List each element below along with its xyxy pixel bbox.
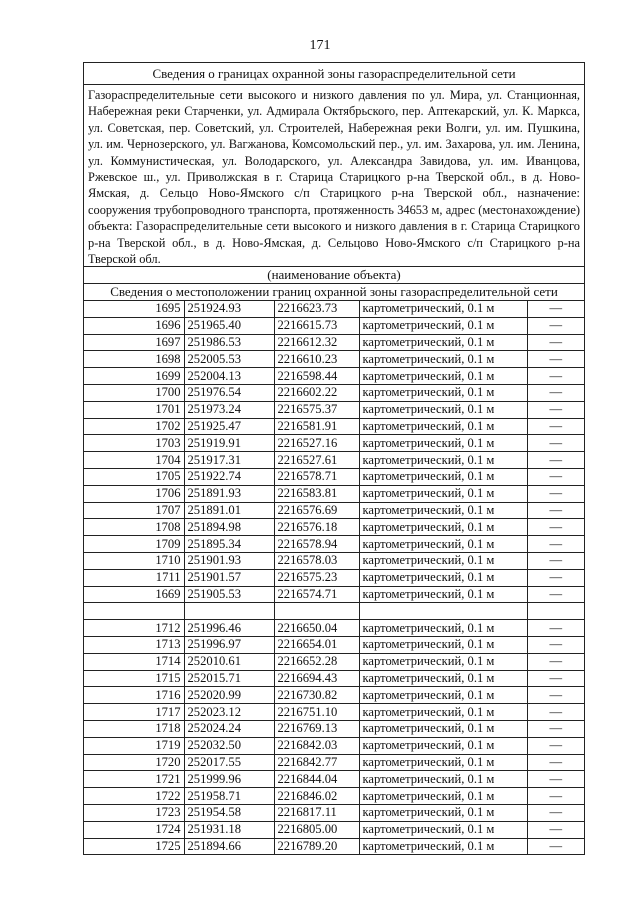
coord-y: 2216610.23: [274, 351, 359, 368]
point-number: 1711: [84, 569, 184, 586]
point-number: 1702: [84, 418, 184, 435]
coord-x: 251986.53: [184, 334, 274, 351]
description-dash: —: [527, 301, 584, 317]
table-row: [84, 737, 584, 754]
table-row: [84, 519, 584, 536]
coord-y: 2216574.71: [274, 586, 359, 603]
method-accuracy: картометрический, 0.1 м: [359, 317, 527, 334]
description-dash: —: [527, 468, 584, 485]
description-dash: —: [527, 485, 584, 502]
table-row: [84, 301, 584, 317]
coord-y: 2216578.03: [274, 552, 359, 569]
coord-y: 2216623.73: [274, 301, 359, 317]
table-row: [84, 720, 584, 737]
coord-x: 251894.98: [184, 519, 274, 536]
method-accuracy: картометрический, 0.1 м: [359, 401, 527, 418]
coord-x: 251905.53: [184, 586, 274, 603]
point-number: 1719: [84, 737, 184, 754]
method-accuracy: картометрический, 0.1 м: [359, 771, 527, 788]
coord-y: 2216844.04: [274, 771, 359, 788]
coord-y: 2216583.81: [274, 485, 359, 502]
method-accuracy: картометрический, 0.1 м: [359, 384, 527, 401]
coord-y: 2216575.37: [274, 401, 359, 418]
table-title: Сведения о границах охранной зоны газораспределительной сети: [84, 63, 584, 85]
coord-y: 2216652.28: [274, 653, 359, 670]
table-row: [84, 821, 584, 838]
method-accuracy: картометрический, 0.1 м: [359, 687, 527, 704]
coord-x: 252024.24: [184, 720, 274, 737]
description-dash: —: [527, 687, 584, 704]
coord-y: 2216817.11: [274, 804, 359, 821]
description-dash: —: [527, 670, 584, 687]
method-accuracy: картометрический, 0.1 м: [359, 552, 527, 569]
coord-y: 2216527.61: [274, 452, 359, 469]
coord-x: 251901.57: [184, 569, 274, 586]
point-number: 1700: [84, 384, 184, 401]
method-accuracy: картометрический, 0.1 м: [359, 788, 527, 805]
coord-y: 2216842.77: [274, 754, 359, 771]
table-row: [84, 653, 584, 670]
description-dash: —: [527, 771, 584, 788]
point-number: 1695: [84, 301, 184, 317]
page-number: 171: [309, 38, 331, 53]
object-description: Газораспределительные сети высокого и низкого давления по ул. Мира, ул. Станционная, Набережная реки Старченки, ул. Адмирала Октябрьского, пер. Аптекарский, ул. К. Маркса, ул. Советская, пер. Советский, ул. Строителей, Набережная реки Волги, ул. им. Пушкина, ул. им. Чернозерского, ул. Вагжанова, Комсомольский пер., ул. им. Захарова, ул. им. Ленина, ул. Коммунистическая, ул. Володарского, ул. Александра Завидова, ул. им. Иванцова, Ржевское ш., ул. Приволжская в г. Старица Старицкого р-на Тверской обл., в д. Ново-Ямская, д. Сельцо Ново-Ямского с/п Старицкого р-на Тверской обл., назначение: сооружения трубопроводного транспорта, протяженность 34653 м, адрес (местонахождение) объекта: Газораспределительные сети высокого и низкого давления в г. Старица Старицкого р-на Тверской обл., в д. Ново-Ямская, д. Сельцово Ново-Ямского с/п Старицкого р-на Тверской обл.: [84, 85, 584, 267]
coord-y: 2216598.44: [274, 368, 359, 385]
method-accuracy: картометрический, 0.1 м: [359, 485, 527, 502]
point-number: 1716: [84, 687, 184, 704]
method-accuracy: картометрический, 0.1 м: [359, 418, 527, 435]
coord-x: 251922.74: [184, 468, 274, 485]
coord-y: 2216694.43: [274, 670, 359, 687]
coord-x: 251901.93: [184, 552, 274, 569]
table-row: [84, 502, 584, 519]
point-number: 1710: [84, 552, 184, 569]
point-number: 1704: [84, 452, 184, 469]
coord-y: 2216769.13: [274, 720, 359, 737]
point-number: 1706: [84, 485, 184, 502]
coord-y: 2216615.73: [274, 317, 359, 334]
description-dash: —: [527, 620, 584, 637]
description-dash: —: [527, 502, 584, 519]
point-number: 1705: [84, 468, 184, 485]
point-number: 1707: [84, 502, 184, 519]
point-number: 1697: [84, 334, 184, 351]
method-accuracy: картометрический, 0.1 м: [359, 804, 527, 821]
table-row: [84, 334, 584, 351]
coord-y: 2216846.02: [274, 788, 359, 805]
coord-x: 251954.58: [184, 804, 274, 821]
coord-x: 251891.01: [184, 502, 274, 519]
coord-y: 2216805.00: [274, 821, 359, 838]
coord-x: 251925.47: [184, 418, 274, 435]
point-number: 1669: [84, 586, 184, 603]
coord-x: 251895.34: [184, 536, 274, 553]
description-dash: [527, 603, 584, 620]
point-number: 1712: [84, 620, 184, 637]
method-accuracy: картометрический, 0.1 м: [359, 569, 527, 586]
method-accuracy: картометрический, 0.1 м: [359, 636, 527, 653]
table-row: [84, 804, 584, 821]
method-accuracy: картометрический, 0.1 м: [359, 821, 527, 838]
coord-x: [184, 603, 274, 620]
coord-y: 2216581.91: [274, 418, 359, 435]
coord-y: 2216576.18: [274, 519, 359, 536]
coord-y: 2216578.94: [274, 536, 359, 553]
coord-x: 251891.93: [184, 485, 274, 502]
table-row: [84, 636, 584, 653]
description-dash: —: [527, 586, 584, 603]
coord-y: 2216578.71: [274, 468, 359, 485]
point-number: 1696: [84, 317, 184, 334]
description-dash: —: [527, 418, 584, 435]
coord-y: [274, 603, 359, 620]
method-accuracy: картометрический, 0.1 м: [359, 704, 527, 721]
method-accuracy: картометрический, 0.1 м: [359, 435, 527, 452]
coord-x: 251973.24: [184, 401, 274, 418]
table-row: [84, 452, 584, 469]
coord-y: 2216751.10: [274, 704, 359, 721]
point-number: 1714: [84, 653, 184, 670]
method-accuracy: картометрический, 0.1 м: [359, 301, 527, 317]
coord-y: 2216654.01: [274, 636, 359, 653]
method-accuracy: картометрический, 0.1 м: [359, 536, 527, 553]
point-number: 1725: [84, 838, 184, 854]
coord-x: 252020.99: [184, 687, 274, 704]
coord-x: 252015.71: [184, 670, 274, 687]
coord-x: 252032.50: [184, 737, 274, 754]
point-number: 1699: [84, 368, 184, 385]
coord-y: 2216575.23: [274, 569, 359, 586]
point-number: 1703: [84, 435, 184, 452]
method-accuracy: картометрический, 0.1 м: [359, 519, 527, 536]
description-dash: —: [527, 536, 584, 553]
table-row: [84, 754, 584, 771]
description-dash: —: [527, 804, 584, 821]
table-row: [84, 317, 584, 334]
method-accuracy: картометрический, 0.1 м: [359, 368, 527, 385]
method-accuracy: картометрический, 0.1 м: [359, 620, 527, 637]
method-accuracy: [359, 603, 527, 620]
method-accuracy: картометрический, 0.1 м: [359, 351, 527, 368]
point-number: 1721: [84, 771, 184, 788]
table-row: [84, 368, 584, 385]
coord-x: 252010.61: [184, 653, 274, 670]
coord-y: 2216612.32: [274, 334, 359, 351]
coord-x: 251919.91: [184, 435, 274, 452]
method-accuracy: картометрический, 0.1 м: [359, 720, 527, 737]
description-dash: —: [527, 317, 584, 334]
coord-x: 251917.31: [184, 452, 274, 469]
point-number: [84, 603, 184, 620]
description-dash: —: [527, 552, 584, 569]
table-row: [84, 620, 584, 637]
description-dash: —: [527, 351, 584, 368]
method-accuracy: картометрический, 0.1 м: [359, 502, 527, 519]
table-row: [84, 552, 584, 569]
table-row: [84, 771, 584, 788]
description-dash: —: [527, 653, 584, 670]
method-accuracy: картометрический, 0.1 м: [359, 468, 527, 485]
coord-x: 251894.66: [184, 838, 274, 854]
coord-x: 251996.97: [184, 636, 274, 653]
table-row: [84, 401, 584, 418]
description-dash: —: [527, 452, 584, 469]
point-number: 1715: [84, 670, 184, 687]
coord-y: 2216842.03: [274, 737, 359, 754]
description-dash: —: [527, 368, 584, 385]
coord-x: 251965.40: [184, 317, 274, 334]
table-row: [84, 603, 584, 620]
coord-x: 251958.71: [184, 788, 274, 805]
coord-x: 251999.96: [184, 771, 274, 788]
coord-x: 252023.12: [184, 704, 274, 721]
coord-y: 2216527.16: [274, 435, 359, 452]
table-row: [84, 418, 584, 435]
point-number: 1698: [84, 351, 184, 368]
point-number: 1720: [84, 754, 184, 771]
table-row: [84, 569, 584, 586]
method-accuracy: картометрический, 0.1 м: [359, 452, 527, 469]
point-number: 1709: [84, 536, 184, 553]
coord-y: 2216650.04: [274, 620, 359, 637]
description-dash: —: [527, 401, 584, 418]
object-caption: (наименование объекта): [84, 267, 584, 284]
point-number: 1708: [84, 519, 184, 536]
point-number: 1717: [84, 704, 184, 721]
coord-y: 2216730.82: [274, 687, 359, 704]
method-accuracy: картометрический, 0.1 м: [359, 838, 527, 854]
point-number: 1713: [84, 636, 184, 653]
document-table: [83, 62, 585, 855]
table-row: [84, 468, 584, 485]
description-dash: —: [527, 737, 584, 754]
table-row: [84, 435, 584, 452]
table-row: [84, 704, 584, 721]
coord-x: 252004.13: [184, 368, 274, 385]
table-row: [84, 838, 584, 854]
coord-x: 251996.46: [184, 620, 274, 637]
method-accuracy: картометрический, 0.1 м: [359, 754, 527, 771]
point-number: 1722: [84, 788, 184, 805]
point-number: 1724: [84, 821, 184, 838]
table-row: [84, 586, 584, 603]
coords-table: [84, 301, 584, 854]
coord-y: 2216789.20: [274, 838, 359, 854]
description-dash: —: [527, 636, 584, 653]
description-dash: —: [527, 569, 584, 586]
point-number: 1701: [84, 401, 184, 418]
method-accuracy: картометрический, 0.1 м: [359, 737, 527, 754]
coord-x: 251931.18: [184, 821, 274, 838]
coord-y: 2216602.22: [274, 384, 359, 401]
method-accuracy: картометрический, 0.1 м: [359, 670, 527, 687]
description-dash: —: [527, 754, 584, 771]
coord-x: 251976.54: [184, 384, 274, 401]
description-dash: —: [527, 720, 584, 737]
coord-x: 252017.55: [184, 754, 274, 771]
description-dash: —: [549, 838, 563, 853]
method-accuracy: картометрический, 0.1 м: [359, 586, 527, 603]
table-row: [84, 485, 584, 502]
table-row: [84, 351, 584, 368]
method-accuracy: картометрический, 0.1 м: [359, 334, 527, 351]
description-dash: —: [527, 821, 584, 838]
coords-section-title: Сведения о местоположении границ охранной зоны газораспределительной сети: [84, 284, 584, 301]
table-row: [84, 536, 584, 553]
table-row: [84, 788, 584, 805]
coord-y: 2216576.69: [274, 502, 359, 519]
description-dash: —: [527, 519, 584, 536]
method-accuracy: картометрический, 0.1 м: [359, 653, 527, 670]
description-dash: —: [527, 704, 584, 721]
table-row: [84, 687, 584, 704]
description-dash: —: [527, 334, 584, 351]
point-number: 1723: [84, 804, 184, 821]
table-row: [84, 384, 584, 401]
description-dash: —: [527, 788, 584, 805]
coord-x: 252005.53: [184, 351, 274, 368]
description-dash: —: [527, 435, 584, 452]
coord-x: 251924.93: [184, 301, 274, 317]
description-dash: —: [527, 384, 584, 401]
point-number: 1718: [84, 720, 184, 737]
table-row: [84, 670, 584, 687]
